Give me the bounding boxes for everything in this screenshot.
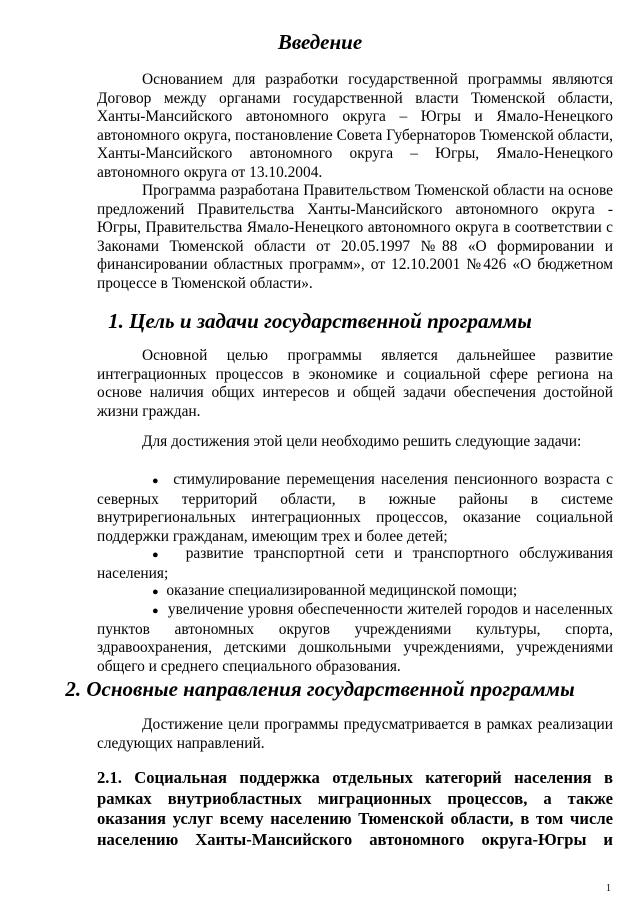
section1-paragraph-1: [97, 347, 613, 421]
bullet-icon: ●: [152, 586, 159, 598]
section1-p2-text: Для достижения этой цели необходимо решить следующие задачи:: [142, 433, 582, 450]
task-list-item: [97, 601, 613, 676]
section2-p1-text: Достижение цели программы предусматривается в рамках реализации следующих направлений.: [97, 716, 613, 752]
page-number: 1: [606, 883, 611, 894]
subsection-2-1-title: 2.1. Социальная поддержка отдельных категорий населения в рамках внутриобластных миграционных процессов, а также оказания услуг всему населению Тюменской области, в том числе населению Ханты-Мансийского автономного округа-Югры и: [97, 768, 613, 849]
task-list-item: [97, 582, 613, 602]
bullet-icon: ●: [152, 475, 161, 487]
section1-p1-text: Основной целью программы является дальнейшее развитие интеграционных процессов в экономике и социальной сфере региона на основе наличия общих интересов и общей задачи обеспечения достойной жизни граждан.: [97, 347, 613, 420]
task-text: оказание специализированной медицинской помощи;: [166, 582, 518, 599]
task-text: стимулирование перемещения населения пенсионного возраста с северных территорий области, в южные районы в системе внутрирегиональных интеграционных процессов, оказание социальной поддержки гражданам, имеющим трех и более детей;: [97, 471, 614, 545]
bullet-icon: ●: [152, 605, 160, 617]
task-text: развитие транспортной сети и транспортного обслуживания населения;: [97, 545, 613, 582]
section1-paragraph-2: [97, 433, 613, 452]
section1-title: 1. Цель и задачи государственной программы: [108, 309, 532, 333]
intro-paragraph-1: [97, 71, 613, 183]
bullet-icon: ●: [152, 549, 166, 561]
section2-paragraph-1: [97, 716, 613, 753]
task-text: увеличение уровня обеспеченности жителей городов и населенных пунктов автономных округов учреждениями культуры, спорта, здравоохранения, детскими дошкольными учреждениями, учреждениями общего и среднего специального образования.: [97, 601, 613, 675]
intro-paragraph-2: [97, 182, 613, 294]
intro-p1-text: Основанием для разработки государственной программы являются Договор между органами государственной власти Тюменской области, Ханты-Мансийского автономного округа – Югры и Ямало-Ненецкого автономного округа, постановление Совета Губернаторов Тюменской области, Ханты-Мансийского автономного округа – Югры, Ямало-Ненецкого автономного округа от 13.10.2004.: [97, 71, 613, 181]
section2-title: 2. Основные направления государственной программы: [65, 677, 575, 701]
intro-title: Введение: [277, 30, 363, 54]
task-list-item: [97, 545, 613, 583]
task-list-item: [97, 471, 613, 546]
intro-p2-text: Программа разработана Правительством Тюменской области на основе предложений Правительства Ханты-Мансийского автономного округа - Югры, Правительства Ямало-Ненецкого автономного округа в соответствии с Законами Тюменской области от 20.05.1997 №88 «О формировании и финансировании областных программ», от 12.10.2001 №426 «О бюджетном процессе в Тюменской области».: [97, 182, 613, 292]
